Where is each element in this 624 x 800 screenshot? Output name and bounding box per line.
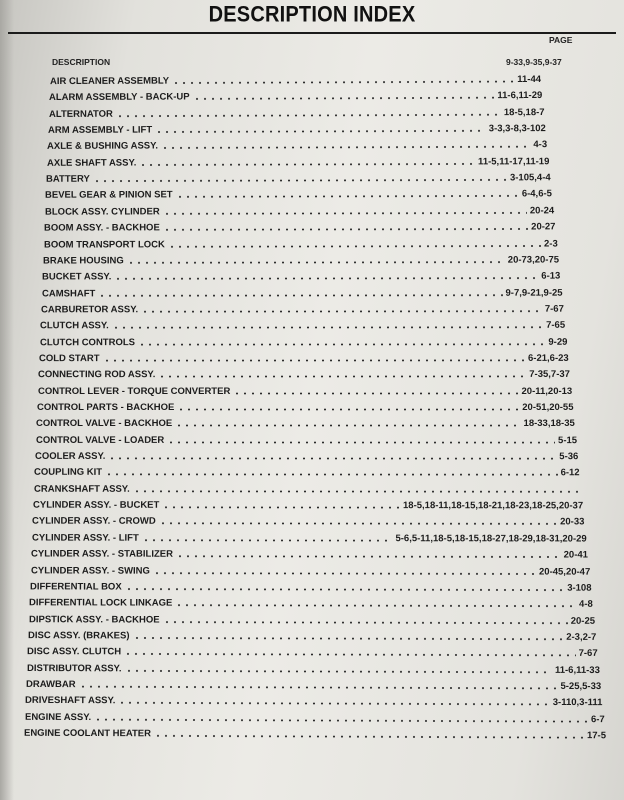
entry-label: CRANKSHAFT ASSY. <box>33 483 130 495</box>
entry-label: AXLE & BUSHING ASSY. <box>47 140 159 153</box>
entry-page: 3-110,3-111 <box>553 697 603 709</box>
leader-dots <box>93 178 507 182</box>
entry-page: 5-36 <box>559 451 579 463</box>
entry-page: 3-3,3-8,3-102 <box>488 123 546 135</box>
entry-label: BEVEL GEAR & PINION SET <box>45 189 174 202</box>
entry-page: 20-24 <box>529 205 555 217</box>
index-entry <box>31 546 588 561</box>
entry-page: 20-11,20-13 <box>521 385 572 397</box>
index-entry <box>36 415 575 429</box>
page-title: DESCRIPTION INDEX <box>208 2 416 28</box>
entry-label: CYLINDER ASSY. - STABILIZER <box>31 548 174 560</box>
entry-page: 6-4,6-5 <box>522 188 553 200</box>
entry-label: DISTRIBUTOR ASSY. <box>26 662 122 674</box>
index-entry <box>49 104 545 120</box>
entry-label: CARBURETOR ASSY. <box>40 304 139 316</box>
leader-dots <box>177 408 519 411</box>
leader-dots <box>116 113 501 118</box>
index-entry <box>27 643 598 659</box>
index-entry <box>38 366 570 380</box>
entry-label: CYLINDER ASSY. - BUCKET <box>33 499 160 511</box>
entry-label: BOOM TRANSPORT LOCK <box>43 238 165 251</box>
entry-page: 2-3 <box>543 237 558 249</box>
entry-page: 5-6,5-11,18-5,18-15,18-27,18-29,18-31,20-29 <box>395 532 587 545</box>
leader-dots <box>79 685 558 690</box>
leader-dots <box>163 228 528 232</box>
entry-label: ALARM ASSEMBLY - BACK-UP <box>49 91 190 104</box>
index-entry <box>34 464 580 478</box>
leader-dots <box>152 571 535 575</box>
leader-dots <box>124 653 575 657</box>
leader-dots <box>115 277 539 281</box>
entry-label: COUPLING KIT <box>34 467 103 479</box>
index-entry <box>36 432 577 446</box>
entry-page: 11-6,11-33 <box>554 664 600 676</box>
entry-page: 5-25,5-33 <box>560 680 602 693</box>
leader-dots <box>176 195 519 199</box>
leader-dots <box>102 359 524 362</box>
entry-label: DIFFERENTIAL LOCK LINKAGE <box>29 597 173 609</box>
leader-dots <box>105 473 557 476</box>
leader-dots <box>154 734 584 739</box>
entry-label: DRIVESHAFT ASSY. <box>25 695 116 707</box>
entry-page: 3-108 <box>567 582 592 594</box>
index-entry <box>43 251 559 266</box>
index-entry <box>26 676 601 692</box>
entry-page: 4-8 <box>579 598 593 610</box>
index-entry <box>47 153 549 169</box>
entry-page: 11-6,11-29 <box>497 90 543 102</box>
entry-page: 20-51,20-55 <box>522 402 574 413</box>
entry-page: 6-13 <box>541 270 561 282</box>
index-entry <box>29 611 595 627</box>
index-entry <box>49 87 542 103</box>
entry-page: 7-67 <box>578 648 598 660</box>
entry-label: ENGINE COOLANT HEATER <box>23 727 152 740</box>
index-entry <box>46 169 551 185</box>
index-entry <box>50 71 541 87</box>
entry-page: 11-44 <box>517 73 542 86</box>
index-entry <box>42 268 560 283</box>
leader-dots <box>233 392 518 395</box>
leader-dots <box>159 375 527 378</box>
leader-dots <box>155 129 486 133</box>
leader-dots <box>176 604 577 608</box>
page-column-header: PAGE <box>549 35 573 45</box>
entry-page: 6-21,6-23 <box>527 352 569 364</box>
index-entry <box>29 594 593 609</box>
entry-label: ENGINE ASSY. <box>24 711 91 723</box>
leader-dots <box>193 97 495 101</box>
entry-page: 20-27 <box>531 221 556 233</box>
index-entry <box>38 383 572 397</box>
entry-page: 7-65 <box>546 319 566 331</box>
leader-dots <box>119 702 550 707</box>
entry-label: DIPSTICK ASSY. - BACKHOE <box>28 613 160 626</box>
index-entry <box>43 235 557 250</box>
index-entry <box>39 350 569 364</box>
entry-label: ARM ASSEMBLY - LIFT <box>48 124 153 136</box>
leader-dots <box>132 490 578 493</box>
leader-dots <box>125 587 565 591</box>
leader-dots <box>139 162 475 166</box>
leader-dots <box>124 669 551 673</box>
leader-dots <box>94 718 588 723</box>
entry-page: 7-67 <box>544 303 564 315</box>
entry-page: 2-3,2-7 <box>566 631 597 643</box>
leader-dots <box>138 342 545 345</box>
leader-dots <box>112 326 543 329</box>
entry-page: 3-105,4-4 <box>510 172 551 184</box>
description-header-page: 9-33,9-35,9-37 <box>506 57 562 67</box>
entry-label: AIR CLEANER ASSEMBLY <box>49 75 170 88</box>
entry-label: ALTERNATOR <box>48 108 113 120</box>
index-entry <box>45 186 552 201</box>
entry-label: CONTROL VALVE - LOADER <box>35 434 164 446</box>
entry-label: CONNECTING ROD ASSY. <box>38 369 156 381</box>
index-entry <box>41 301 564 316</box>
leader-dots <box>163 211 527 215</box>
entry-label: DRAWBAR <box>25 678 76 691</box>
leader-dots <box>162 620 567 624</box>
entry-page: 5-15 <box>557 434 577 446</box>
entry-label: BATTERY <box>46 173 90 185</box>
entry-page: 20-25 <box>570 615 595 627</box>
index-entry <box>28 627 596 643</box>
entry-page: 17-5 <box>586 730 607 742</box>
index-entry <box>32 529 587 544</box>
index-entry <box>35 448 578 462</box>
index-entry <box>42 284 563 299</box>
entry-page: 18-33,18-35 <box>523 418 576 430</box>
leader-dots <box>108 457 556 460</box>
entry-label: DIFFERENTIAL BOX <box>29 581 122 593</box>
leader-dots <box>132 636 563 640</box>
index-entry <box>34 480 582 495</box>
entry-page: 18-5,18-7 <box>503 106 545 118</box>
description-header-label: DESCRIPTION <box>52 57 111 67</box>
leader-dots <box>141 310 542 314</box>
entry-page: 7-35,7-37 <box>529 369 571 381</box>
entry-label: CYLINDER ASSY. - CROWD <box>32 516 157 528</box>
leader-dots <box>172 80 514 84</box>
index-entry <box>47 137 547 153</box>
index-entry <box>30 578 592 593</box>
entry-label: DISC ASSY. (BRAKES) <box>27 630 130 642</box>
index-entry <box>25 692 602 708</box>
index-entry <box>40 317 565 332</box>
leader-dots <box>176 424 521 427</box>
entry-label: CYLINDER ASSY. - LIFT <box>31 532 139 544</box>
entry-page: 6-12 <box>560 467 580 479</box>
entry-label: COOLER ASSY. <box>35 450 106 462</box>
leader-dots <box>167 441 555 444</box>
entry-label: CYLINDER ASSY. - SWING <box>30 564 150 577</box>
entry-label: CONTROL LEVER - TORQUE CONVERTER <box>37 385 230 397</box>
entry-label: CLUTCH ASSY. <box>40 320 110 332</box>
entry-label: BUCKET ASSY. <box>42 271 112 283</box>
leader-dots <box>167 244 540 248</box>
index-entry <box>25 708 605 724</box>
entry-page: 11-5,11-17,11-19 <box>477 155 550 168</box>
entry-page: 18-5,18-11,18-15,18-21,18-23,18-25,20-37 <box>403 500 584 512</box>
entry-page: 20-73,20-75 <box>507 254 559 266</box>
leader-dots <box>127 260 505 264</box>
leader-dots <box>142 539 393 542</box>
index-entry <box>44 219 556 234</box>
entry-label: BRAKE HOUSING <box>42 255 124 267</box>
entry-page: 20-41 <box>563 549 589 561</box>
leader-dots <box>176 555 561 559</box>
entry-label: BOOM ASSY. - BACKHOE <box>44 222 160 234</box>
entry-label: BLOCK ASSY. CYLINDER <box>44 206 160 218</box>
entry-label: DISC ASSY. CLUTCH <box>27 646 122 658</box>
entry-label: COLD START <box>38 353 100 365</box>
entry-page: 20-45,20-47 <box>538 565 590 578</box>
leader-dots <box>162 506 400 509</box>
entry-label: AXLE SHAFT ASSY. <box>46 157 137 169</box>
entry-page: 6-7 <box>590 713 605 725</box>
entry-label: CLUTCH CONTROLS <box>39 336 135 348</box>
entry-page: 4-3 <box>533 139 548 151</box>
index-entry <box>24 725 606 742</box>
index-entry <box>37 399 574 413</box>
index-entry <box>30 562 589 577</box>
index-entry <box>33 497 583 512</box>
leader-dots <box>161 146 530 150</box>
entry-label: CONTROL VALVE - BACKHOE <box>36 418 173 430</box>
leader-dots <box>98 293 502 297</box>
index-entry <box>27 660 600 676</box>
index-entry <box>32 513 584 528</box>
entry-label: CONTROL PARTS - BACKHOE <box>37 402 175 413</box>
entry-page: 9-7,9-21,9-25 <box>505 287 563 299</box>
index-entry <box>40 333 567 347</box>
index-entry <box>45 202 554 217</box>
leader-dots <box>159 522 557 526</box>
index-entry <box>48 120 546 136</box>
entry-page: 9-29 <box>547 336 567 348</box>
entry-page: 20-33 <box>560 516 585 528</box>
entry-label: CAMSHAFT <box>41 287 95 299</box>
